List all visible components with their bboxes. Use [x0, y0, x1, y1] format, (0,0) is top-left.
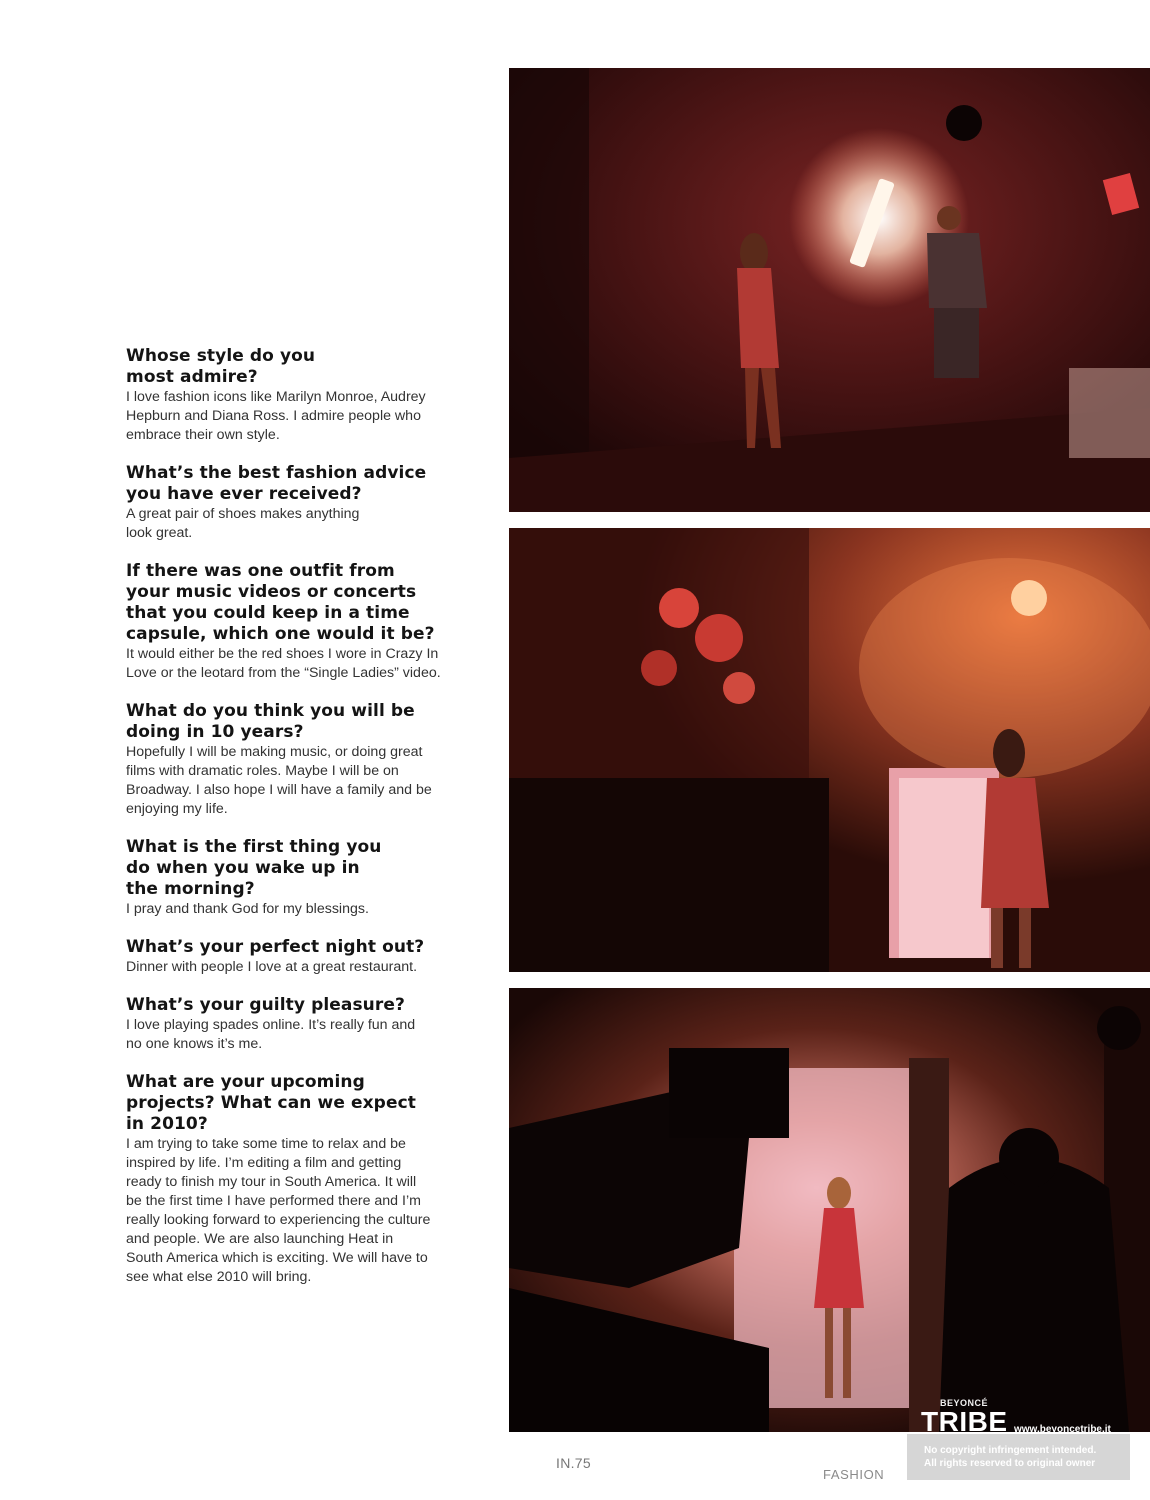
answer: A great pair of shoes makes anything look great. [126, 506, 360, 541]
question: What’s your perfect night out? [126, 937, 425, 957]
watermark-name: TRIBE [921, 1406, 1008, 1437]
page-number: IN.75 [556, 1455, 591, 1471]
qa-item [126, 937, 466, 977]
answer: I pray and thank God for my blessings. [126, 901, 369, 917]
question: What’s your guilty pleasure? [126, 995, 405, 1015]
photo-studio-light [509, 68, 1150, 512]
section-label: FASHION [823, 1467, 885, 1482]
qa-item [126, 1072, 466, 1287]
question: What is the first thing you do when you wake up in the morning? [126, 837, 382, 899]
answer: I love playing spades online. It’s really fun and no one knows it’s me. [126, 1017, 416, 1052]
qa-item [126, 837, 466, 919]
answer: Dinner with people I love at a great restaurant. [126, 959, 418, 975]
photo-fog-doorway-image [509, 528, 1150, 972]
photo-camera-crew-image [509, 988, 1150, 1432]
qa-item [126, 995, 466, 1054]
answer: Hopefully I will be making music, or doing great films with dramatic roles. Maybe I will be on Broadway. I also hope I will have a family and be enjoying my life. [126, 744, 432, 817]
answer: I love fashion icons like Marilyn Monroe, Audrey Hepburn and Diana Ross. I admire people who embrace their own style. [126, 389, 426, 443]
photo-fog-doorway [509, 528, 1150, 972]
photo-camera-crew [509, 988, 1150, 1432]
question: If there was one outfit from your music videos or concerts that you could keep in a time capsule, which one would it be? [126, 561, 435, 644]
watermark-url: www.beyoncetribe.it [1014, 1424, 1111, 1435]
answer: It would either be the red shoes I wore in Crazy In Love or the leotard from the “Single Ladies” video. [126, 646, 441, 681]
question: What are your upcoming projects? What can we expect in 2010? [126, 1072, 416, 1134]
qa-item [126, 701, 466, 819]
qa-item [126, 346, 466, 445]
photo-studio-light-image [509, 68, 1150, 512]
watermark-brand: BEYONCÉ [940, 1398, 989, 1408]
question: Whose style do you most admire? [126, 346, 316, 387]
watermark-note: No copyright infringement intended. All rights reserved to original owner [924, 1445, 1097, 1469]
qa-item [126, 561, 466, 683]
question: What’s the best fashion advice you have ever received? [126, 463, 427, 504]
answer: I am trying to take some time to relax and be inspired by life. I’m editing a film and getting ready to finish my tour in South America. It will be the first time I have performed there and I’m really looking forward to experiencing the culture and people. We are also launching Heat in South America which is exciting. We will have to see what else 2010 will bring. [126, 1136, 431, 1285]
interview-column [126, 346, 466, 1305]
watermark [907, 1398, 1130, 1480]
qa-item [126, 463, 466, 543]
question: What do you think you will be doing in 10 years? [126, 701, 415, 742]
